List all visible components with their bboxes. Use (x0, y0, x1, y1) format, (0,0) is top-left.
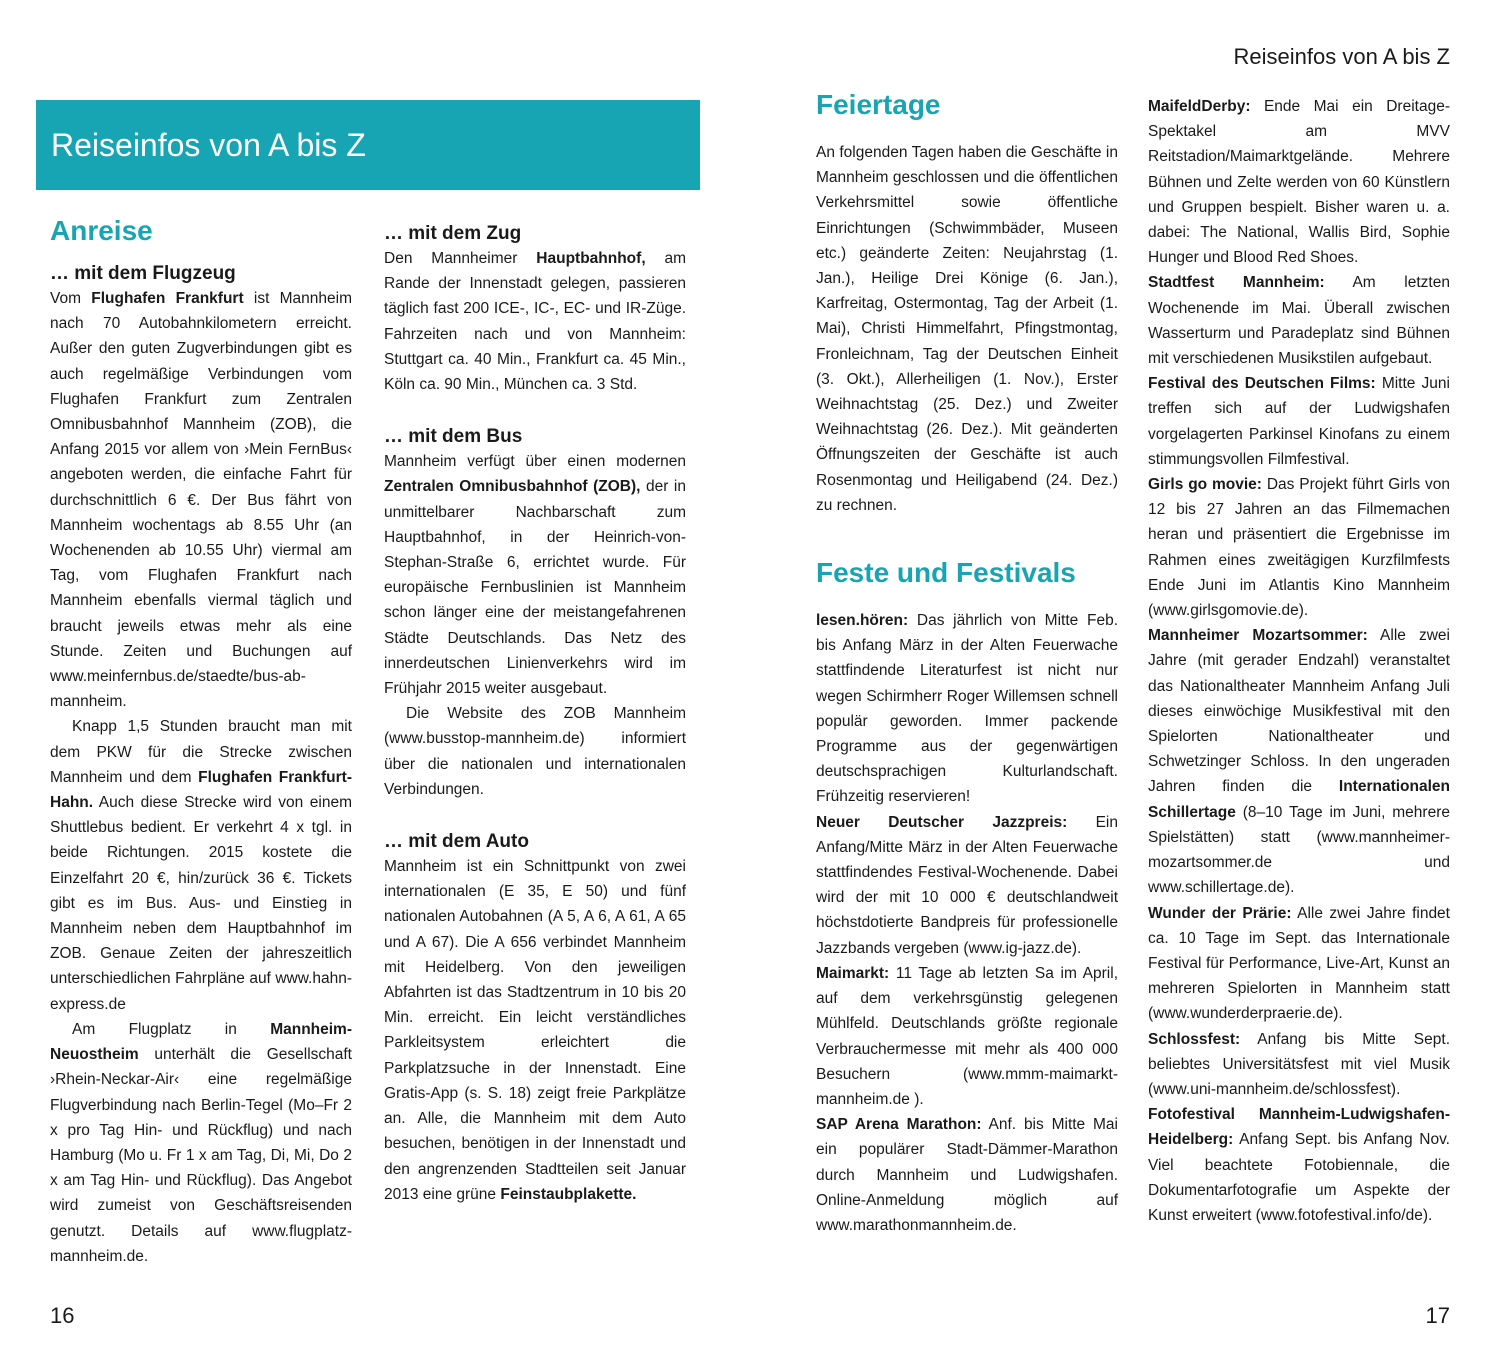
column-4 (1148, 94, 1450, 1228)
subheading-bus: … mit dem Bus (384, 426, 523, 448)
subheading-zug: … mit dem Zug (384, 223, 522, 244)
running-head: Reiseinfos von A bis Z (1233, 44, 1450, 69)
festival-entry: Schlossfest: Anfang bis Mitte Sept. beliebtes Universitätsfest mit viel Musik (www.uni-mannheim.de/schlossfest). (1148, 1030, 1450, 1098)
festival-entry: Girls go movie: Das Projekt führt Girls von 12 bis 27 Jahren an das Filmemachen heran und präsentiert die Ergebnisse im Rahmen eines zweitägigen Kurzfilmfests Ende Juni im Atlantis Kino Mannheim (www.girlsgomovie.de). (1148, 476, 1450, 620)
chapter-banner (36, 100, 700, 190)
festival-entry: Festival des Deutschen Films: Mitte Juni treffen sich auf der Ludwigshafen vorgelagerten Parkinsel Kinofans zu einem stimmungsvollen Filmfestival. (1148, 375, 1450, 468)
paragraph: An folgenden Tagen haben die Geschäfte in Mannheim geschlossen und die öffentlichen Verkehrsmittel sowie öffentliche Einrichtungen (Schwimmbäder, Museen etc.) geänderte Zeiten: Neujahrstag (1. Jan.), Heilige Drei Könige (6. Jan.), Karfreitag, Ostermontag, Tag der Arbeit (1. Mai), Christi Himmelfahrt, Pfingstmontag, Fronleichnam, Tag der Deutschen Einheit (3. Okt.), Allerheiligen (1. Nov.), Erster Weihnachtstag (25. Dez.) und Zweiter Weihnachtstag (26. Dez.). Mit geänderten Öffnungszeiten der Geschäfte ist auch Rosenmontag und Heiligabend (24. Dez.) zu rechnen. (816, 144, 1118, 514)
page-number-right: 17 (1425, 1303, 1450, 1328)
festival-entry: Stadtfest Mannheim: Am letzten Wochenende im Mai. Überall zwischen Wasserturm und Paradeplatz sind Bühnen mit verschiedenen Musikstilen aufgebaut. (1148, 274, 1450, 368)
column-2 (384, 222, 686, 1207)
subheading-auto: … mit dem Auto (384, 831, 529, 853)
paragraph: Am Flugplatz in Mannheim-Neuostheim unterhält die Gesellschaft ›Rhein-Neckar-Air‹ eine regelmäßige Flugverbindung nach Berlin-Tegel (Mo–Fr 2 x pro Tag Hin- und Rückflug) und nach Hamburg (Mo u. Fr 1 x am Tag, Di, Mi, Do 2 x am Tag Hin- und Rückflug). Das Angebot wird zumeist von Geschäftsreisenden genutzt. Details auf www.flugplatz-mannheim.de. (50, 1020, 352, 1265)
festival-entry: Mannheimer Mozartsommer: Alle zwei Jahre (mit gerader Endzahl) veranstaltet das Nationaltheater Mannheim Anfang Juli dieses einwöchige Musikfestival mit den Spielorten Nationaltheater und Schwetzinger Schloss. In den ungeraden Jahren finden die Internationalen Schillertage (8–10 Tage im Juni, mehrere Spielstätten) statt (www.mannheimer-mozartsommer.de und www.schillertage.de). (1148, 627, 1450, 897)
paragraph: Knapp 1,5 Stunden braucht man mit dem PKW für die Strecke zwischen Mannheim und dem Flughafen Frankfurt-Hahn. Auch diese Strecke wird von einem Shuttlebus bedient. Er verkehrt 4 x tgl. in beide Richtungen. 2015 kostete die Einzelfahrt 20 €, hin/zurück 36 €. Tickets gibt es im Bus. Aus- und Einstieg in Mannheim neben dem Hauptbahnhof im ZOB. Genaue Zeiten der jahreszeitlich unterschiedlichen Fahrpläne auf www.hahn-express.de (50, 718, 352, 1013)
paragraph: Die Website des ZOB Mannheim (www.busstop-mannheim.de) informiert über die nationalen und internationalen Verbindungen. (384, 705, 686, 798)
section-heading-feiertage: Feiertage (816, 89, 941, 120)
festival-entry: Maimarkt: 11 Tage ab letzten Sa im April, auf dem verkehrsgünstig gelegenen Mühlfeld. Deutschlands größte regionale Verbrauchermesse mit mehr als 400 000 Besuchern (www.mmm-maimarkt-mannheim.de ). (816, 964, 1118, 1108)
column-1 (50, 214, 352, 1269)
festival-entry: Wunder der Prärie: Alle zwei Jahre findet ca. 10 Tage im Sept. das Internationale Festival für Performance, Live-Art, Kunst an mehreren Spielorten in Mannheim statt (www.wunderderpraerie.de). (1148, 904, 1450, 1023)
festival-entry: Fotofestival Mannheim-Ludwigshafen-Heidelberg: Anfang Sept. bis Anfang Nov. Viel beachtete Fotobiennale, die Dokumentarfotografie um Aspekte der Kunst erweitert (www.fotofestival.info/de). (1148, 1106, 1450, 1224)
paragraph: Den Mannheimer Hauptbahnhof, am Rande der Innenstadt gelegen, passieren täglich fast 200 ICE-, IC-, EC- und IR-Züge. Fahrzeiten nach und von Mannheim: Stuttgart ca. 40 Min., Frankfurt ca. 45 Min., Köln ca. 90 Min., München ca. 3 Std. (384, 250, 686, 394)
section-heading-anreise: Anreise (50, 215, 153, 246)
paragraph: Vom Flughafen Frankfurt ist Mannheim nach 70 Autobahnkilometern erreicht. Außer den guten Zugverbindungen gibt es auch regelmäßige Verbindungen vom Flughafen Frankfurt zum Zentralen Omnibusbahnhof Mannheim (ZOB), die Anfang 2015 vor allem von ›Mein FernBus‹ angeboten werden, die einfache Fahrt für durchschnittlich 6 €. Der Bus fährt von Mannheim wochentags ab 8.55 Uhr (an Wochenenden ab 10.55 Uhr) viermal am Tag, vom Flughafen Frankfurt nach Mannheim ebenfalls viermal täglich und braucht jeweils etwas mehr als eine Stunde. Zeiten und Buchungen auf www.meinfernbus.de/staedte/bus-ab-mannheim. (50, 290, 353, 711)
festival-entry: MaifeldDerby: Ende Mai ein Dreitage-Spektakel am MVV Reitstadion/Maimarktgelände. Mehrere Bühnen und Zelte werden von 60 Künstlern und Gruppen bespielt. Bisher waren u. a. dabei: The National, Wallis Bird, Sophie Hunger und Blood Red Shoes. (1148, 98, 1450, 267)
paragraph: Mannheim ist ein Schnittpunkt von zwei internationalen (E 35, E 50) und fünf nationalen Autobahnen (A 5, A 6, A 61, A 65 und A 67). Die A 656 verbindet Mannheim mit Heidelberg. Von den jeweiligen Abfahrten ist das Stadtzentrum in 10 bis 20 Min. erreicht. Ein leicht verständliches Parkleitsystem erleichtert die Parkplatzsuche in der Innenstadt. Eine Gratis-App (s. S. 18) zeigt freie Parkplätze an. Alle, die Mannheim mit dem Auto besuchen, benötigen in der Innenstadt und den angrenzenden Stadtteilen seit Januar 2013 eine grüne Feinstaubplakette. (384, 858, 686, 1203)
section-heading-feste: Feste und Festivals (816, 557, 1076, 589)
column-3 (816, 88, 1118, 1238)
chapter-title: Reiseinfos von A bis Z (51, 126, 366, 163)
festival-entry: SAP Arena Marathon: Anf. bis Mitte Mai ein populärer Stadt-Dämmer-Marathon durch Mannheim und Ludwigshafen. Online-Anmeldung möglich auf www.marathonmannheim.de. (816, 1116, 1118, 1234)
page-number-left: 16 (50, 1303, 75, 1328)
subheading-flugzeug: … mit dem Flugzeug (50, 263, 236, 284)
festival-entry: lesen.hören: Das jährlich von Mitte Feb. bis Anfang März in der Alten Feuerwache stattfindende Literaturfest ist nicht nur wegen Schirmherr Roger Willemsen schnell populär geworden. Immer packende Programme aus der gegenwärtigen deutschsprachigen Kulturlandschaft. Frühzeitig reservieren! (816, 612, 1118, 806)
right-page (750, 0, 1500, 1357)
festival-entry: Neuer Deutscher Jazzpreis: Ein Anfang/Mitte März in der Alten Feuerwache stattfindendes Festival-Wochenende. Dabei wird der mit 10 000 € deutschlandweit höchstdotierte Bandpreis für professionelle Jazzbands vergeben (www.ig-jazz.de). (816, 813, 1118, 957)
paragraph: Mannheim verfügt über einen modernen Zentralen Omnibusbahnhof (ZOB), der in unmittelbarer Nachbarschaft zum Hauptbahnhof, in der Heinrich-von-Stephan-Straße 6, errichtet wurde. Für europäische Fernbuslinien ist Mannheim schon länger eine der meistangefahrenen Städte Deutschlands. Das Netz des innerdeutschen Linienverkehrs wird im Frühjahr 2015 weiter ausgebaut. (384, 453, 686, 698)
